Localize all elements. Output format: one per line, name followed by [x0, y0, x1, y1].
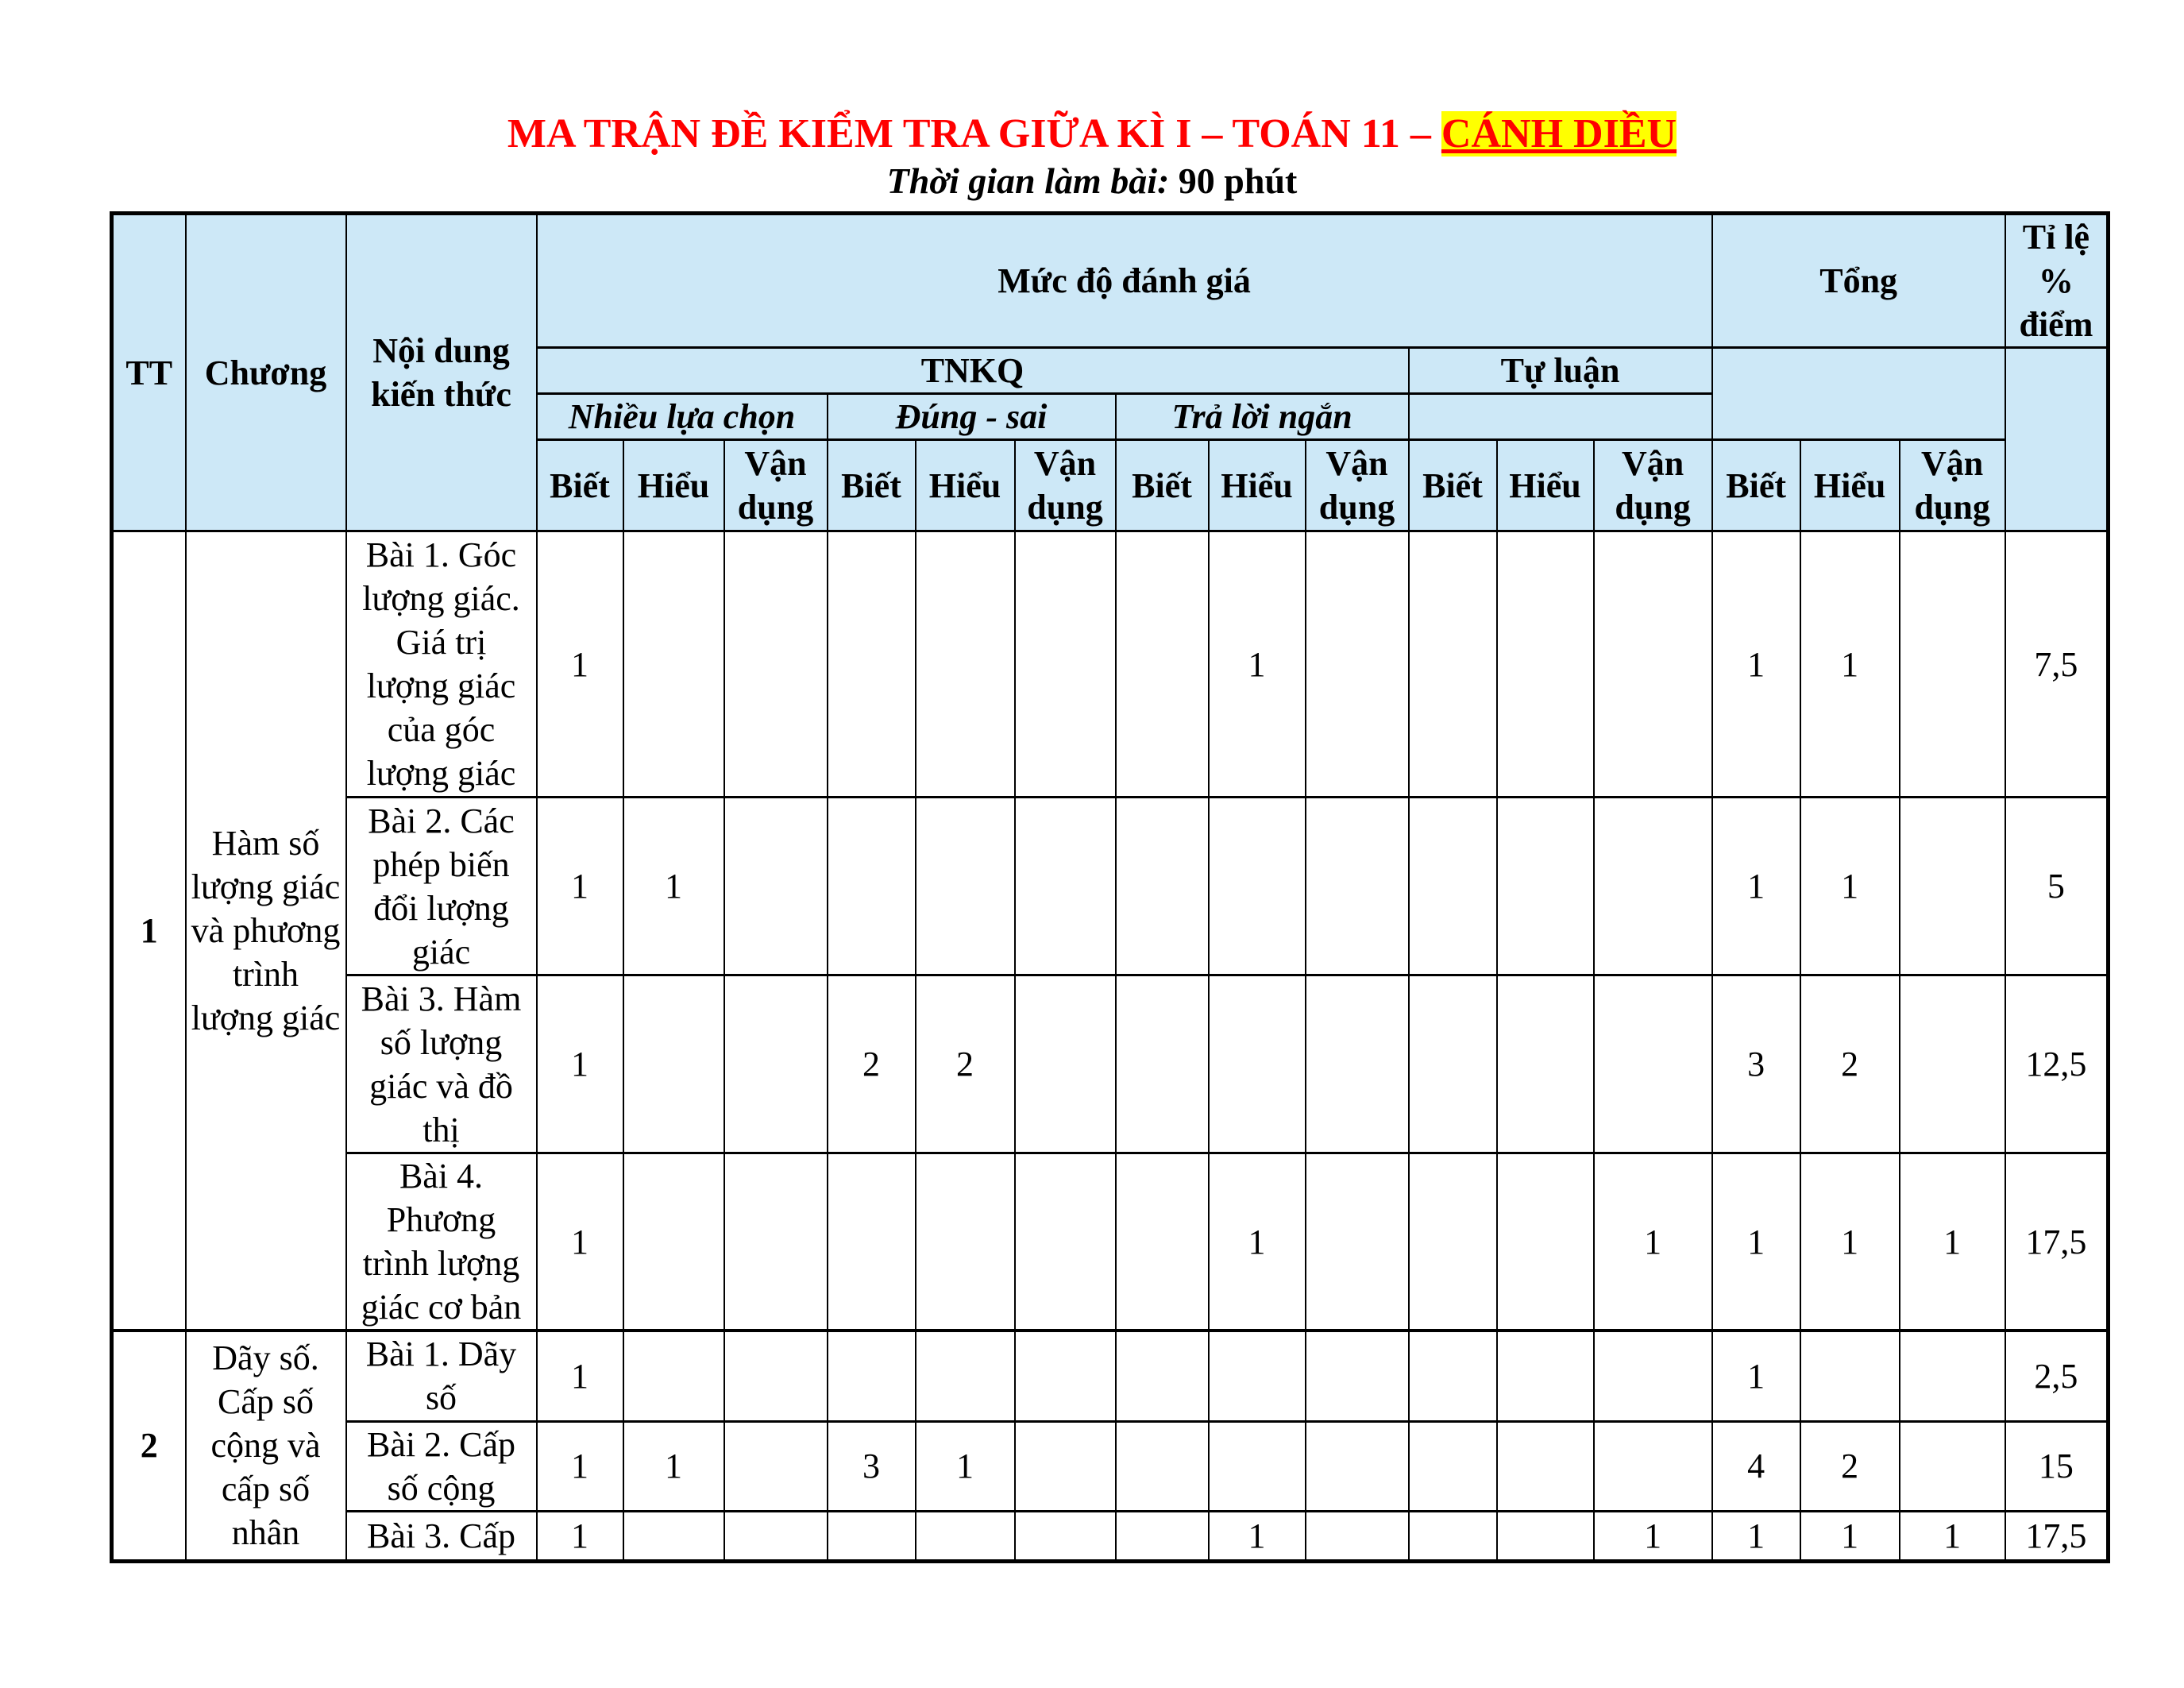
header-tong: Tổng — [1712, 214, 2005, 348]
lesson-name: Bài 1. Góc lượng giác. Giá trị lượng giác của góc lượng giác — [346, 531, 537, 798]
value-cell: 1 — [1800, 798, 1900, 975]
lesson-row — [112, 798, 2109, 975]
value-cell — [1800, 1331, 1900, 1421]
value-cell — [1409, 1331, 1497, 1421]
value-cell — [1015, 1331, 1116, 1421]
value-cell: 4 — [1712, 1421, 1800, 1511]
header-level-hieu: Hiểu — [623, 440, 724, 531]
tt-cell: 2 — [112, 1331, 186, 1561]
value-cell: 3 — [1712, 975, 1800, 1153]
value-cell — [1497, 1153, 1594, 1331]
value-cell — [623, 531, 724, 798]
value-cell — [1409, 975, 1497, 1153]
header-chuong: Chương — [186, 214, 346, 531]
lesson-row — [112, 531, 2109, 798]
header-level-biet: Biết — [828, 440, 916, 531]
value-cell: 2 — [916, 975, 1015, 1153]
value-cell — [623, 975, 724, 1153]
value-cell — [1497, 1331, 1594, 1421]
value-cell: 1 — [1712, 798, 1800, 975]
value-cell: 1 — [1800, 1511, 1900, 1561]
value-cell — [1594, 798, 1712, 975]
value-cell — [916, 798, 1015, 975]
lesson-row — [112, 1153, 2109, 1331]
value-cell — [1409, 798, 1497, 975]
value-cell: 1 — [1900, 1153, 2005, 1331]
header-group-nhieu-lua-chon: Nhiều lựa chọn — [537, 394, 828, 440]
value-cell — [828, 798, 916, 975]
doc-subtitle-value: 90 phút — [1178, 160, 1298, 201]
value-cell — [1497, 798, 1594, 975]
value-cell — [1015, 531, 1116, 798]
value-cell — [1015, 1421, 1116, 1511]
header-tu-luan: Tự luận — [1409, 348, 1712, 394]
header-tnkq: TNKQ — [537, 348, 1409, 394]
header-level-biet: Biết — [1712, 440, 1800, 531]
value-cell — [1209, 1421, 1306, 1511]
value-cell — [1116, 1153, 1209, 1331]
value-cell — [724, 1421, 828, 1511]
value-cell — [1409, 1153, 1497, 1331]
header-level-biet: Biết — [537, 440, 623, 531]
header-tong-spacer — [1712, 348, 2005, 440]
header-level-biet: Biết — [1409, 440, 1497, 531]
value-cell — [1900, 1421, 2005, 1511]
lesson-row — [112, 1421, 2109, 1511]
chapter-cell: Hàm số lượng giác và phương trình lượng giác — [186, 531, 346, 1331]
chapter-cell: Dãy số. Cấp số cộng và cấp số nhân — [186, 1331, 346, 1561]
value-cell — [1116, 1421, 1209, 1511]
value-cell: 2 — [828, 975, 916, 1153]
value-cell: 1 — [1594, 1153, 1712, 1331]
value-cell: 1 — [537, 798, 623, 975]
value-cell — [1497, 975, 1594, 1153]
doc-subtitle-label: Thời gian làm bài: — [886, 160, 1170, 201]
value-cell: 1 — [1209, 1153, 1306, 1331]
value-cell — [1306, 1421, 1409, 1511]
value-cell: 1 — [1209, 531, 1306, 798]
value-cell — [1497, 531, 1594, 798]
doc-subtitle — [0, 159, 2184, 203]
value-cell — [1497, 1511, 1594, 1561]
value-cell: 1 — [623, 1421, 724, 1511]
value-cell: 1 — [537, 1331, 623, 1421]
exam-matrix-table — [110, 211, 2110, 1563]
header-ti-le-diem: Tỉ lệ % điểm — [2005, 214, 2109, 348]
value-cell: 1 — [537, 531, 623, 798]
value-cell: 1 — [1900, 1511, 2005, 1561]
value-cell — [1900, 975, 2005, 1153]
value-cell — [1900, 1331, 2005, 1421]
lesson-name: Bài 4. Phương trình lượng giác cơ bản — [346, 1153, 537, 1331]
ratio-cell: 7,5 — [2005, 531, 2109, 798]
doc-title-highlight: CÁNH DIỀU — [1441, 111, 1677, 156]
header-level-hieu: Hiểu — [1800, 440, 1900, 531]
doc-title — [0, 110, 2184, 159]
value-cell: 1 — [1209, 1511, 1306, 1561]
value-cell — [724, 798, 828, 975]
value-cell — [623, 1331, 724, 1421]
value-cell — [828, 1153, 916, 1331]
header-tu-luan-spacer — [1409, 394, 1712, 440]
value-cell — [1116, 975, 1209, 1153]
value-cell — [1900, 531, 2005, 798]
value-cell: 1 — [537, 1421, 623, 1511]
header-row-1 — [112, 214, 2109, 348]
value-cell: 1 — [1800, 531, 1900, 798]
doc-title-text: MA TRẬN ĐỀ KIỂM TRA GIỮA KÌ I – TOÁN 11 – — [507, 111, 1431, 156]
value-cell: 2 — [1800, 975, 1900, 1153]
value-cell — [1900, 798, 2005, 975]
value-cell — [1594, 1331, 1712, 1421]
value-cell: 1 — [1712, 1153, 1800, 1331]
value-cell — [916, 1153, 1015, 1331]
value-cell — [1015, 798, 1116, 975]
value-cell — [1409, 1421, 1497, 1511]
ratio-cell: 5 — [2005, 798, 2109, 975]
lesson-row — [112, 975, 2109, 1153]
header-level-van-dung: Vận dụng — [724, 440, 828, 531]
value-cell — [1306, 531, 1409, 798]
header-level-van-dung: Vận dụng — [1594, 440, 1712, 531]
lesson-name: Bài 3. Hàm số lượng giác và đồ thị — [346, 975, 537, 1153]
value-cell: 1 — [1800, 1153, 1900, 1331]
value-cell — [916, 531, 1015, 798]
value-cell — [828, 1511, 916, 1561]
lesson-name: Bài 2. Cấp số cộng — [346, 1421, 537, 1511]
value-cell — [916, 1511, 1015, 1561]
header-muc-do-danh-gia: Mức độ đánh giá — [537, 214, 1712, 348]
value-cell — [1497, 1421, 1594, 1511]
value-cell — [623, 1153, 724, 1331]
value-cell — [1209, 798, 1306, 975]
value-cell — [1594, 975, 1712, 1153]
header-level-van-dung: Vận dụng — [1306, 440, 1409, 531]
ratio-cell: 17,5 — [2005, 1511, 2109, 1561]
header-level-hieu: Hiểu — [916, 440, 1015, 531]
value-cell — [1306, 1511, 1409, 1561]
ratio-cell: 17,5 — [2005, 1153, 2109, 1331]
value-cell — [1306, 975, 1409, 1153]
value-cell — [1116, 531, 1209, 798]
lesson-name: Bài 1. Dãy số — [346, 1331, 537, 1421]
value-cell — [1116, 1511, 1209, 1561]
header-level-hieu: Hiểu — [1497, 440, 1594, 531]
value-cell — [1306, 798, 1409, 975]
value-cell: 1 — [916, 1421, 1015, 1511]
value-cell — [1306, 1153, 1409, 1331]
header-tt: TT — [112, 214, 186, 531]
header-ti-le-spacer — [2005, 348, 2109, 531]
value-cell — [828, 1331, 916, 1421]
ratio-cell: 12,5 — [2005, 975, 2109, 1153]
value-cell — [1116, 798, 1209, 975]
value-cell: 1 — [1712, 1331, 1800, 1421]
value-cell — [724, 1331, 828, 1421]
value-cell — [724, 1511, 828, 1561]
value-cell — [623, 1511, 724, 1561]
value-cell: 1 — [623, 798, 724, 975]
value-cell — [1015, 1153, 1116, 1331]
value-cell — [1015, 1511, 1116, 1561]
value-cell: 1 — [537, 1153, 623, 1331]
header-level-van-dung: Vận dụng — [1015, 440, 1116, 531]
value-cell — [1116, 1331, 1209, 1421]
value-cell — [1594, 531, 1712, 798]
value-cell — [724, 1153, 828, 1331]
ratio-cell: 15 — [2005, 1421, 2109, 1511]
value-cell — [1409, 1511, 1497, 1561]
lesson-name: Bài 2. Các phép biến đổi lượng giác — [346, 798, 537, 975]
value-cell — [1409, 531, 1497, 798]
value-cell — [1015, 975, 1116, 1153]
header-group-dung-sai: Đúng - sai — [828, 394, 1116, 440]
lesson-name: Bài 3. Cấp — [346, 1511, 537, 1561]
value-cell: 1 — [1594, 1511, 1712, 1561]
value-cell: 1 — [1712, 1511, 1800, 1561]
value-cell — [916, 1331, 1015, 1421]
ratio-cell: 2,5 — [2005, 1331, 2109, 1421]
value-cell — [1306, 1331, 1409, 1421]
value-cell — [724, 975, 828, 1153]
value-cell: 1 — [537, 1511, 623, 1561]
header-level-van-dung: Vận dụng — [1900, 440, 2005, 531]
value-cell: 3 — [828, 1421, 916, 1511]
header-level-biet: Biết — [1116, 440, 1209, 531]
value-cell — [1209, 1331, 1306, 1421]
header-level-hieu: Hiểu — [1209, 440, 1306, 531]
title-block — [0, 0, 2184, 203]
value-cell — [828, 531, 916, 798]
value-cell — [1209, 975, 1306, 1153]
header-group-tra-loi-ngan: Trả lời ngắn — [1116, 394, 1409, 440]
value-cell: 1 — [537, 975, 623, 1153]
lesson-row — [112, 1331, 2109, 1421]
value-cell: 1 — [1712, 531, 1800, 798]
lesson-row — [112, 1511, 2109, 1561]
tt-cell: 1 — [112, 531, 186, 1331]
value-cell: 2 — [1800, 1421, 1900, 1511]
value-cell — [724, 531, 828, 798]
value-cell — [1594, 1421, 1712, 1511]
header-noi-dung: Nội dung kiến thức — [346, 214, 537, 531]
